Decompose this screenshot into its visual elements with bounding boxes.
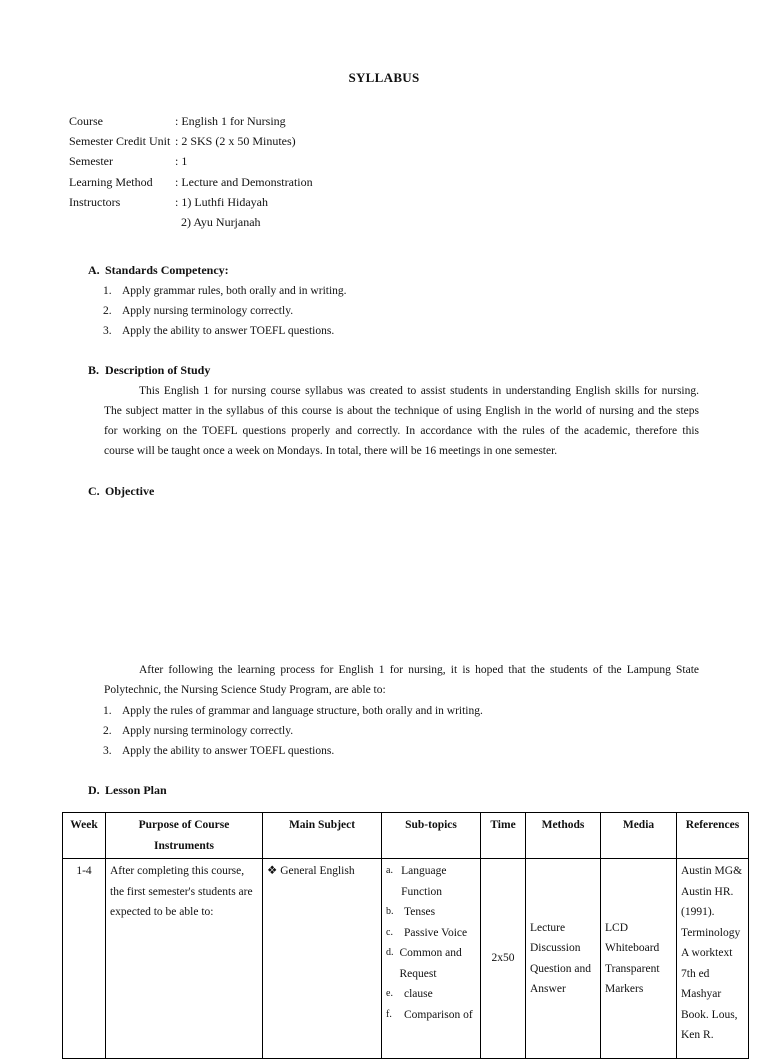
info-value: : English 1 for Nursing (175, 114, 286, 128)
week-cell: 1-4 (63, 859, 106, 1059)
column-header: Media (601, 813, 677, 859)
column-header: Main Subject (263, 813, 382, 859)
info-value: 2) Ayu Nurjanah (175, 214, 261, 229)
lesson-plan-table (62, 812, 749, 1059)
paragraph-line: The subject matter in the syllabus of this course is about the technique of using English in the world of nursing and the steps (104, 405, 699, 417)
list-item: 1. Apply grammar rules, both orally and in writing. (103, 285, 347, 297)
purpose-cell: After completing this course, the first semester's students are expected to be able to: (106, 859, 263, 1059)
section-a-heading (88, 263, 229, 278)
info-label: Semester Credit Unit (69, 134, 171, 149)
info-row (69, 212, 313, 232)
table-header-row (63, 813, 749, 859)
column-header: Methods (526, 813, 601, 859)
info-label (69, 212, 175, 232)
paragraph-line: After following the learning process for English 1 for nursing, it is hoped that the students of the Lampung State (139, 664, 699, 676)
subtopic-item: e. clause (386, 988, 433, 1000)
info-value: : Lecture and Demonstration (175, 174, 313, 189)
section-title: Lesson Plan (105, 783, 167, 797)
paragraph-line: Polytechnic, the Nursing Science Study Program, are able to: (104, 684, 386, 696)
column-header: Purpose of Course Instruments (106, 813, 263, 859)
document-title: SYLLABUS (348, 70, 420, 85)
subtopic-item: f. Comparison of (386, 1008, 473, 1021)
info-row (69, 151, 313, 171)
paragraph-line: This English 1 for nursing course syllabus was created to assist students in understanding English skills for nursing. (139, 385, 699, 397)
info-row (69, 111, 313, 131)
objective-list (103, 701, 483, 761)
section-title: Objective (105, 484, 155, 498)
list-item: 3. Apply the ability to answer TOEFL questions. (103, 745, 335, 757)
column-header: Week (63, 813, 106, 859)
section-letter: B. (88, 363, 100, 377)
subtopic-item: c. Passive Voice (386, 926, 468, 939)
time-cell: 2x50 (481, 859, 526, 1059)
info-value: : 1) Luthfi Hidayah (175, 194, 268, 209)
paragraph-line: course will be taught once a week on Mondays. In total, there will be 16 meetings in one semester. (104, 445, 558, 457)
section-d-heading (88, 783, 167, 798)
section-letter: A. (88, 263, 100, 277)
section-b-heading (88, 363, 210, 378)
info-row (69, 131, 313, 151)
methods-cell: Lecture Discussion Question and Answer (526, 859, 601, 1059)
info-value: : 2 SKS (2 x 50 Minutes) (175, 134, 296, 149)
column-header: Time (481, 813, 526, 859)
paragraph-line: for working on the TOEFL questions properly and correctly. In accordance with the rules of the academic, therefore this (104, 425, 699, 437)
list-item: 2. Apply nursing terminology correctly. (103, 305, 294, 317)
section-letter: D. (88, 783, 100, 797)
diamond-bullet-icon: ❖ (267, 865, 281, 877)
info-label: Semester (69, 154, 113, 169)
info-label: Instructors (69, 194, 121, 209)
column-header: Sub-topics (382, 813, 481, 859)
references-cell: Austin MG& Austin HR. (1991). Terminology A worktext 7th ed Mashyar Book. Lous, Ken R. (677, 859, 749, 1059)
section-c-heading (88, 484, 154, 499)
section-title: Description of Study (105, 363, 211, 377)
list-item: 1. Apply the rules of grammar and language structure, both orally and in writing. (103, 705, 483, 717)
main-subject-cell: ❖ General English (263, 859, 382, 1059)
column-header: References (677, 813, 749, 859)
competency-list (103, 281, 347, 341)
course-info (69, 111, 313, 232)
subtopic-item: d. Common and Request (386, 947, 462, 980)
list-item: 3. Apply the ability to answer TOEFL questions. (103, 325, 335, 337)
section-letter: C. (88, 484, 100, 498)
section-title: Standards Competency: (105, 263, 229, 277)
subtopic-item: b. Tenses (386, 906, 436, 918)
info-row (69, 192, 313, 212)
subtopic-item: a. Language Function (386, 865, 447, 898)
info-label: Learning Method (69, 174, 153, 189)
list-item: 2. Apply nursing terminology correctly. (103, 725, 294, 737)
subtopics-cell (382, 859, 481, 1059)
description-paragraph (104, 381, 699, 461)
info-label: Course (69, 114, 103, 128)
info-row (69, 172, 313, 192)
media-cell: LCD Whiteboard Transparent Markers (601, 859, 677, 1059)
info-value: : 1 (175, 154, 188, 169)
objective-paragraph (104, 660, 699, 700)
table-row (63, 859, 749, 1059)
